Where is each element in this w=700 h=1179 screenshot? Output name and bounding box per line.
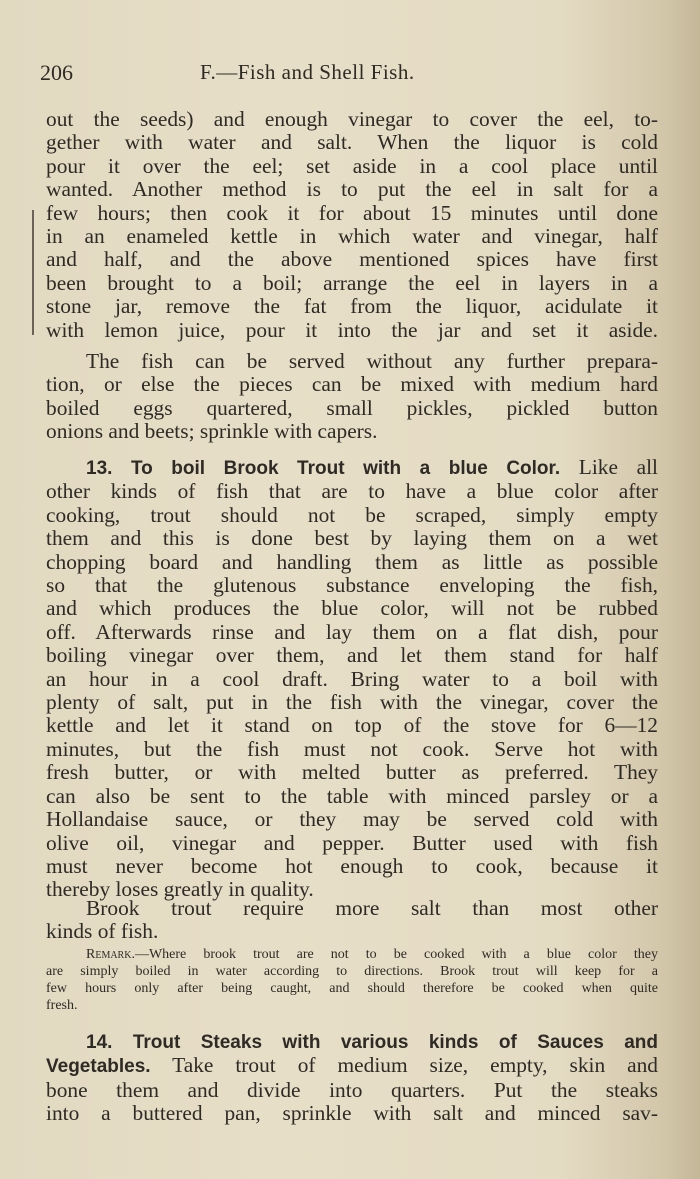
text-line: Hollandaise sauce, or they may be served cold with xyxy=(46,807,658,832)
recipe-14-heading-end: Vegetables. xyxy=(46,1056,151,1078)
text-line: wanted. Another method is to put the eel in salt for a xyxy=(46,177,658,202)
page-number: 206 xyxy=(40,60,73,85)
text-line: must never become hot enough to cook, because it xyxy=(46,853,658,878)
text-line: fresh butter, or with melted butter as preferred. They xyxy=(46,760,658,785)
recipe-13-heading: 13. To boil Brook Trout with a blue Color. xyxy=(86,458,561,479)
text-line: few hours; then cook it for about 15 minutes until done xyxy=(46,200,658,225)
text-fragment: —Where brook trout are not to be cooked with a blue color they xyxy=(134,947,658,962)
text-line: kinds of fish. xyxy=(46,919,159,944)
paragraph-serving xyxy=(46,350,658,444)
text-line: Brook trout require more salt than most other xyxy=(86,896,658,920)
text-line: are simply boiled in water according to directions. Brook trout will keep for a xyxy=(46,964,658,979)
recipe-14-heading-text: 14. Trout Steaks with various kinds of Sauces and xyxy=(86,1032,658,1053)
remark-first-line xyxy=(46,946,658,963)
text-line: thereby loses greatly in quality. xyxy=(46,877,314,902)
text-line: them and this is done best by laying them on a wet xyxy=(46,526,658,551)
text-line: and half, and the above mentioned spices have first xyxy=(46,247,658,272)
text-line: into a buttered pan, sprinkle with salt and minced sav- xyxy=(46,1101,658,1126)
text-line: can also be sent to the table with minced parsley or a xyxy=(46,783,658,808)
text-line: and which produces the blue color, will not be rubbed xyxy=(46,596,658,621)
recipe-14-second-line xyxy=(46,1054,658,1078)
text-line: boiled eggs quartered, small pickles, pickled button xyxy=(46,395,658,420)
text-line: cooking, trout should not be scraped, simply empty xyxy=(46,502,658,527)
text-line: minutes, but the fish must not cook. Serve hot with xyxy=(46,736,658,761)
text-line: other kinds of fish that are to have a blue color after xyxy=(46,479,658,504)
text-fragment: Take trout of medium size, empty, skin and xyxy=(172,1053,658,1078)
recipe-14 xyxy=(46,1030,658,1126)
text-line: off. Afterwards rinse and lay them on a flat dish, pour xyxy=(46,619,658,644)
text-line: plenty of salt, put in the fish with the vinegar, cover the xyxy=(46,690,658,715)
text-line: boiling vinegar over them, and let them stand for half xyxy=(46,643,658,668)
text-line: olive oil, vinegar and pepper. Butter used with fish xyxy=(46,830,658,855)
text-line: The fish can be served without any further prepara- xyxy=(86,349,658,373)
text-line: with lemon juice, pour it into the jar and set it aside. xyxy=(46,317,658,342)
running-head: F.—Fish and Shell Fish. xyxy=(200,60,415,84)
text-fragment: Like all xyxy=(578,455,658,479)
text-line: bone them and divide into quarters. Put the steaks xyxy=(46,1077,658,1102)
paragraph-eel-continued xyxy=(46,108,658,342)
text-line: tion, or else the pieces can be mixed with medium hard xyxy=(46,372,658,397)
text-line: an hour in a cool draft. Bring water to a boil with xyxy=(46,666,658,691)
text-line: few hours only after being caught, and should therefore be cooked when quite xyxy=(46,981,658,996)
text-line: chopping board and handling them as little as possible xyxy=(46,549,658,574)
page-header xyxy=(40,60,650,90)
text-line: in an enameled kettle in which water and vinegar, half xyxy=(46,224,658,249)
text-line: been brought to a boil; arrange the eel in layers in a xyxy=(46,270,658,295)
text-line: kettle and let it stand on top of the stove for 6—12 xyxy=(46,713,658,738)
margin-mark xyxy=(32,210,34,335)
paragraph-salt-note xyxy=(46,897,658,944)
recipe-13 xyxy=(46,456,658,902)
text-line: out the seeds) and enough vinegar to cover the eel, to- xyxy=(46,107,658,131)
remark-label: Remark. xyxy=(86,947,135,962)
remark xyxy=(46,946,658,1014)
recipe-13-first-line xyxy=(46,456,658,480)
recipe-14-heading xyxy=(46,1030,658,1054)
text-line: stone jar, remove the fat from the liquor, acidulate it xyxy=(46,294,658,319)
text-line: so that the glutenous substance enveloping the fish, xyxy=(46,573,658,598)
text-line: onions and beets; sprinkle with capers. xyxy=(46,419,378,444)
text-line: gether with water and salt. When the liquor is cold xyxy=(46,130,658,155)
text-line: pour it over the eel; set aside in a cool place until xyxy=(46,153,658,178)
text-line: fresh. xyxy=(46,998,78,1013)
